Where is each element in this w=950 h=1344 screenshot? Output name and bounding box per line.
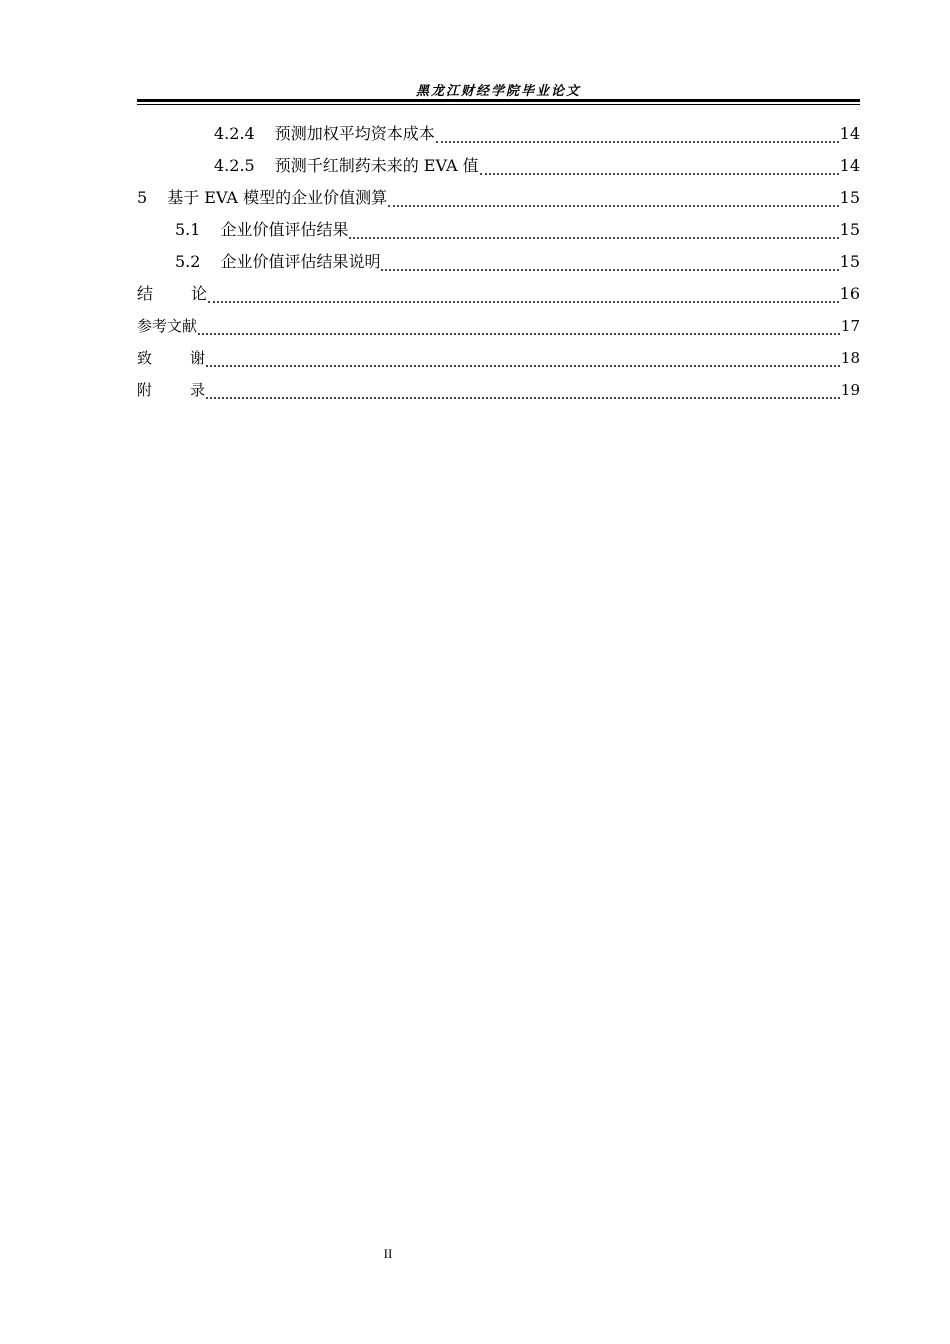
toc-entry-title: 企业价值评估结果 xyxy=(220,220,349,239)
table-of-contents xyxy=(137,118,860,406)
toc-entry-title: 附录 xyxy=(137,381,206,399)
toc-entry-4-2-5[interactable] xyxy=(137,150,860,182)
header-rule-thick xyxy=(137,99,860,102)
toc-dot-leader xyxy=(206,396,840,399)
toc-entry-title: 预测千红制药未来的 EVA 值 xyxy=(274,156,479,175)
toc-entry-page: 15 xyxy=(839,252,860,271)
toc-entry-page: 14 xyxy=(839,156,860,175)
header-title: 黑龙江财经学院毕业论文 xyxy=(415,84,581,99)
toc-entry-title: 参考文献 xyxy=(137,317,198,335)
header-rule-thin xyxy=(137,104,860,105)
toc-entry-page: 16 xyxy=(839,284,860,303)
toc-entry-number: 4.2.4 xyxy=(214,124,255,143)
toc-entry-page: 15 xyxy=(839,220,860,239)
toc-entry-5-2[interactable] xyxy=(137,246,860,278)
toc-entry-references[interactable] xyxy=(137,310,860,342)
toc-entry-conclusion[interactable] xyxy=(137,278,860,310)
toc-entry-title: 结论 xyxy=(137,284,208,303)
toc-entry-page: 15 xyxy=(839,188,860,207)
page-header xyxy=(137,78,860,108)
toc-entry-number: 5.1 xyxy=(175,220,201,239)
toc-entry-title: 致谢 xyxy=(137,349,206,367)
toc-entry-acknowledgements[interactable] xyxy=(137,342,860,374)
toc-entry-4-2-4[interactable] xyxy=(137,118,860,150)
toc-dot-leader xyxy=(436,140,839,143)
toc-entry-5-1[interactable] xyxy=(137,214,860,246)
toc-entry-title: 基于 EVA 模型的企业价值测算 xyxy=(167,188,388,207)
page-number: II xyxy=(383,1246,393,1261)
toc-dot-leader xyxy=(208,300,839,303)
toc-dot-leader xyxy=(349,236,838,239)
toc-dot-leader xyxy=(381,268,838,271)
toc-entry-page: 19 xyxy=(840,381,860,399)
toc-entry-title: 预测加权平均资本成本 xyxy=(274,124,435,143)
toc-entry-page: 14 xyxy=(839,124,860,143)
toc-dot-leader xyxy=(198,332,840,335)
toc-entry-appendix[interactable] xyxy=(137,374,860,406)
toc-entry-page: 18 xyxy=(840,349,860,367)
toc-entry-number: 5.2 xyxy=(175,252,201,271)
toc-entry-title: 企业价值评估结果说明 xyxy=(220,252,381,271)
toc-dot-leader xyxy=(388,204,839,207)
toc-dot-leader xyxy=(206,364,840,367)
toc-entry-number: 5 xyxy=(137,188,148,207)
toc-entry-number: 4.2.5 xyxy=(214,156,255,175)
toc-entry-5[interactable] xyxy=(137,182,860,214)
toc-dot-leader xyxy=(480,172,839,175)
toc-entry-page: 17 xyxy=(840,317,860,335)
